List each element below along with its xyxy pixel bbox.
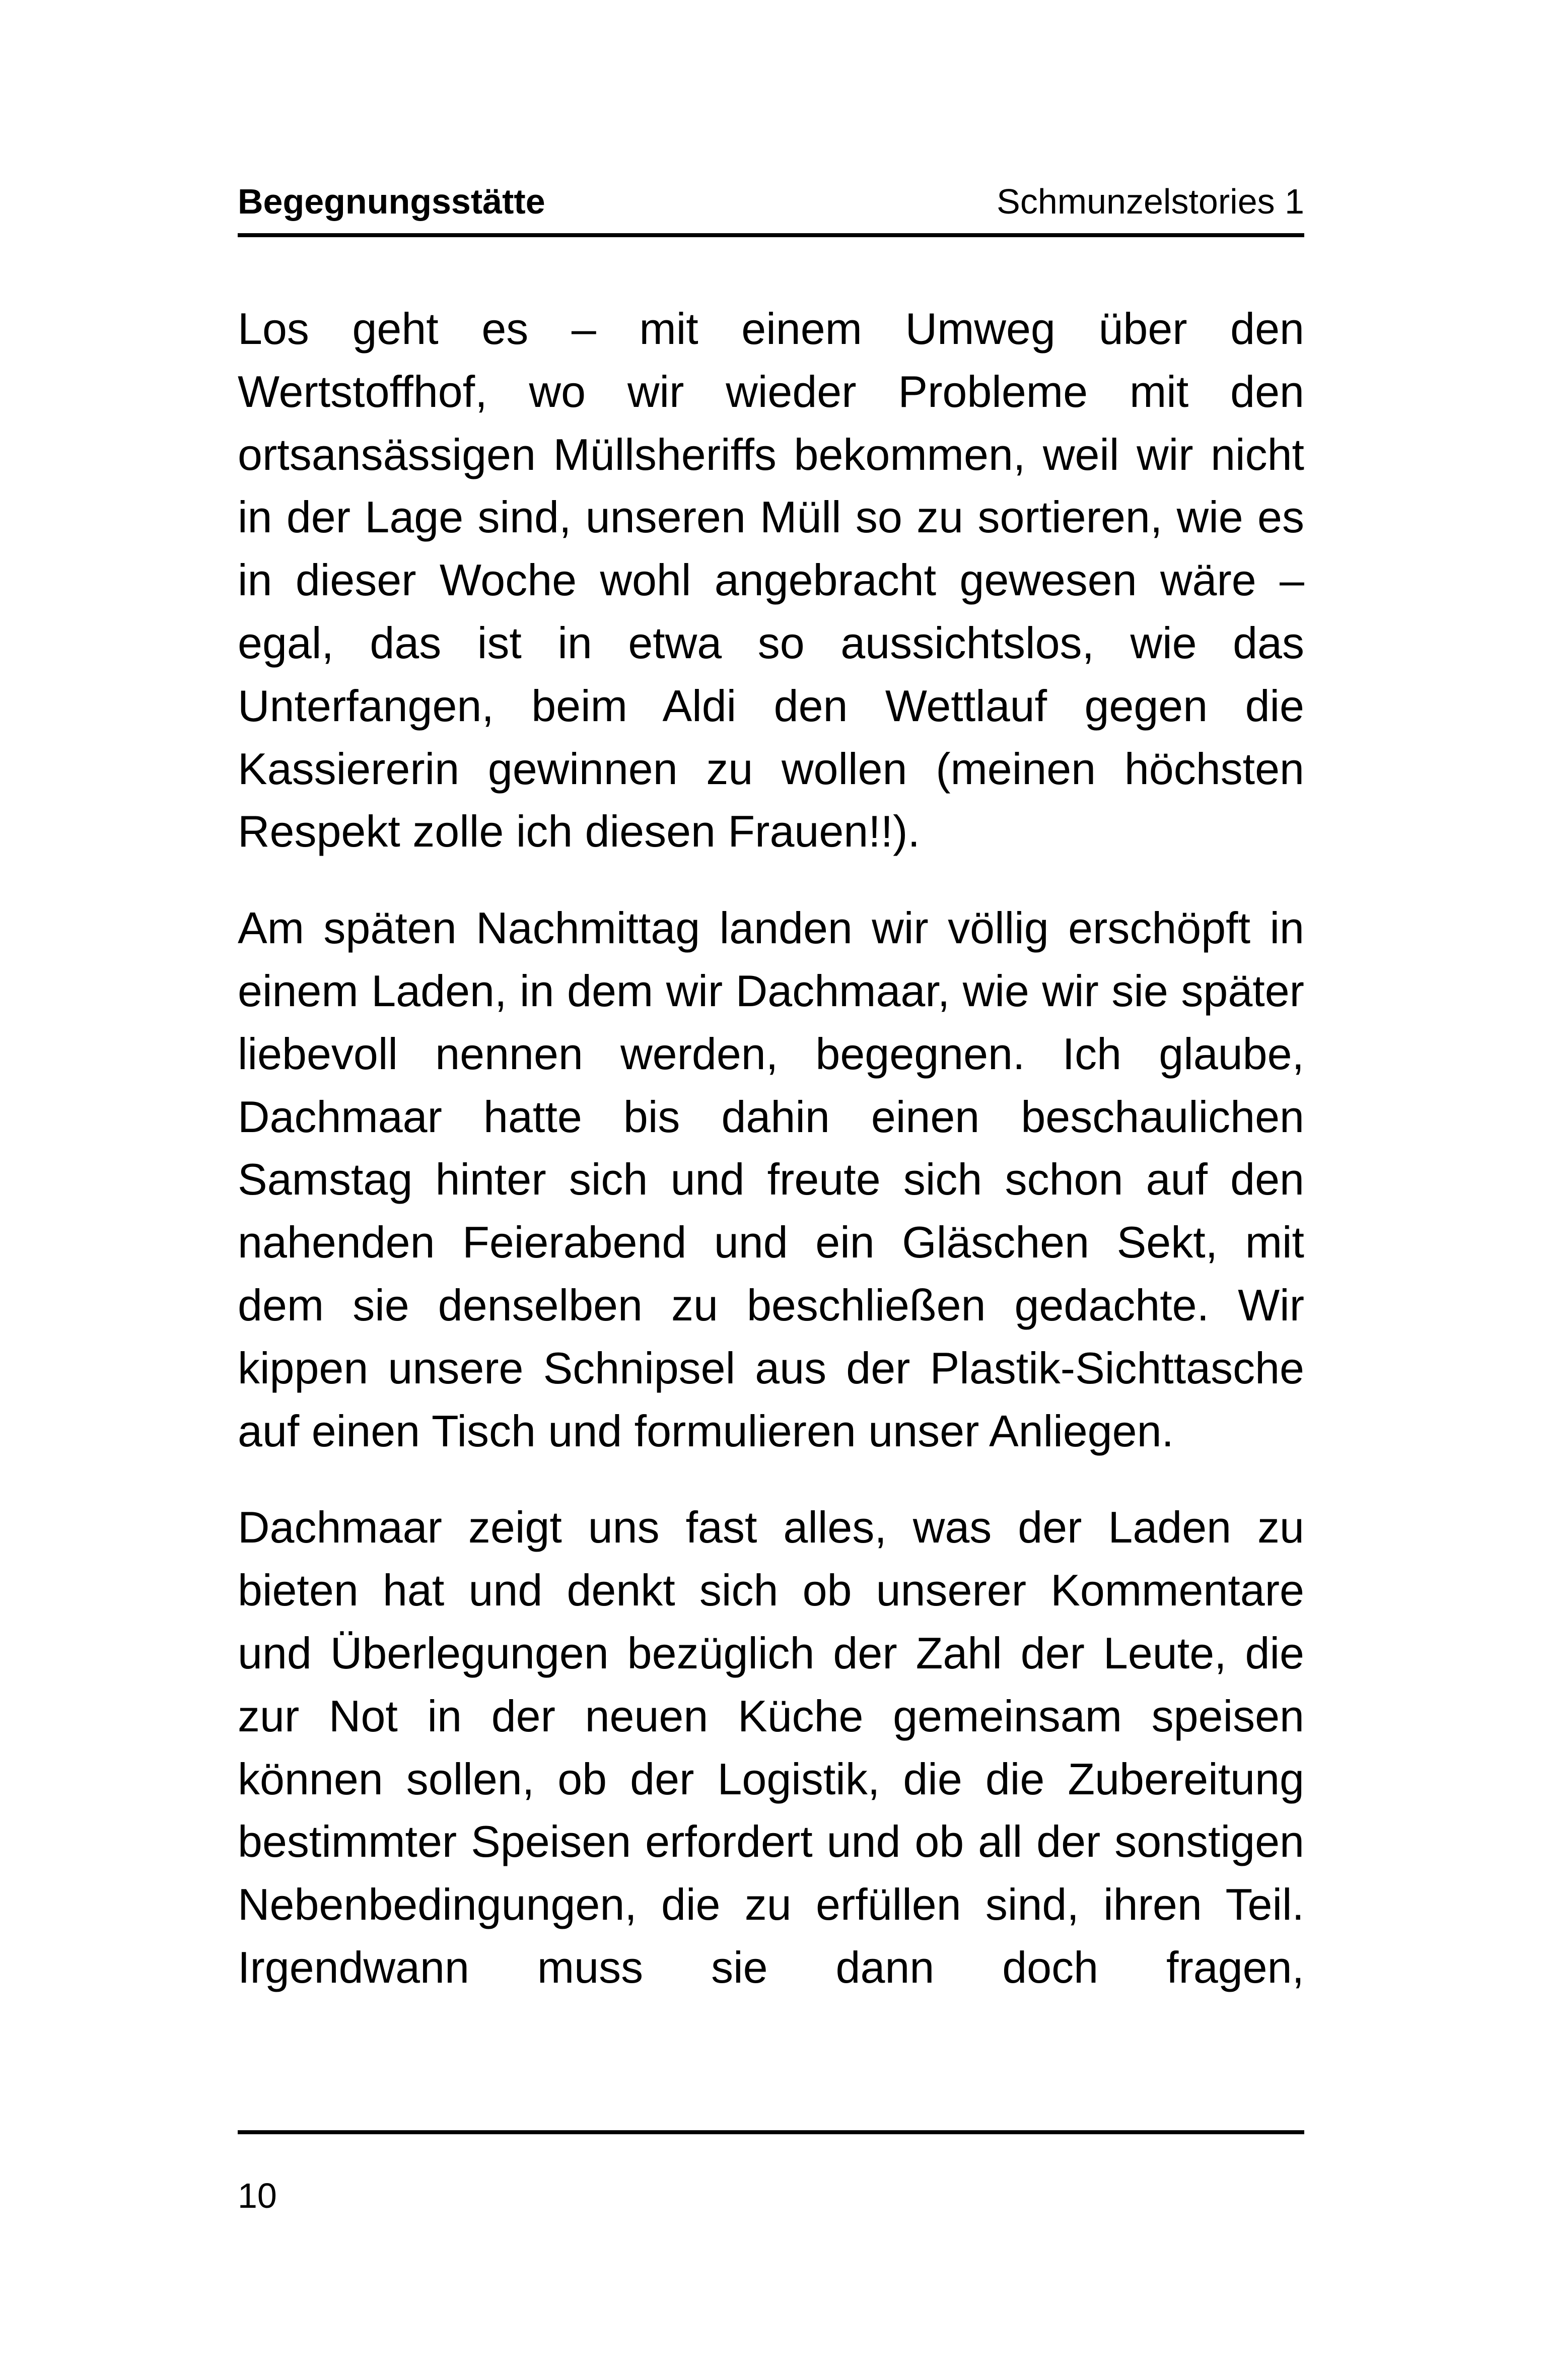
page-number: 10: [238, 2176, 277, 2215]
paragraph: Los geht es – mit einem Umweg über den Wertstoffhof, wo wir wieder Probleme mit den ortsansässigen Müllsheriffs bekommen, weil wir nicht in der Lage sind, unseren Müll so zu sortieren, wie es in dieser Woche wohl angebracht gewesen wäre – egal, das ist in etwa so aussichtslos, wie das Unterfangen, beim Aldi den Wettlauf gegen die Kassiererin gewinnen zu wollen (meinen höchsten Respekt zolle ich diesen Frauen!!).: [238, 304, 1304, 857]
paragraph: Am späten Nachmittag landen wir völlig erschöpft in einem Laden, in dem wir Dachmaar, wie wir sie später liebevoll nennen werden, begegnen. Ich glaube, Dachmaar hatte bis dahin einen beschaulichen Samstag hinter sich und freute sich schon auf den nahenden Feierabend und ein Gläschen Sekt, mit dem sie denselben zu beschließen gedachte. Wir kippen unsere Schnipsel aus der Plastik-Sichttasche auf einen Tisch und formulieren unser Anliegen.: [238, 903, 1304, 1456]
body-text: [238, 298, 1304, 1999]
book-title: Schmunzelstories 1: [997, 182, 1304, 221]
paragraph: Dachmaar zeigt uns fast alles, was der Laden zu bieten hat und denkt sich ob unserer Kommentare und Überlegungen bezüglich der Zahl der Leute, die zur Not in der neuen Küche gemeinsam speisen können sollen, ob der Logistik, die die Zubereitung bestimmter Speisen erfordert und ob all der sonstigen Nebenbedingungen, die zu erfüllen sind, ihren Teil. Irgendwann muss sie dann doch fragen,: [238, 1502, 1304, 1992]
running-header: [238, 171, 1304, 232]
footer-rule: [238, 2130, 1304, 2134]
chapter-title: Begegnungsstätte: [238, 182, 545, 221]
header-rule: [238, 233, 1304, 237]
